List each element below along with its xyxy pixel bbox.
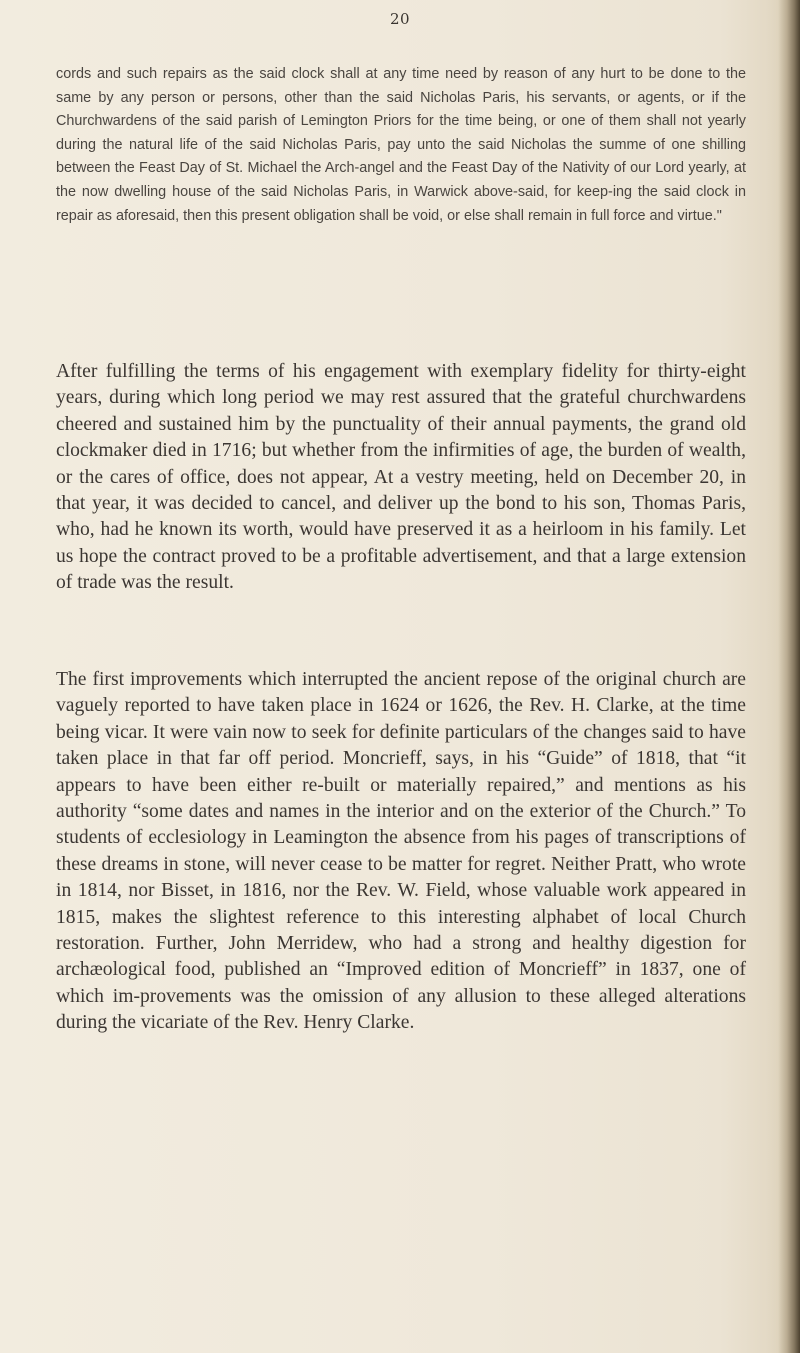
- paragraph-clockmaker: After fulfilling the terms of his engagement with exemplary fidelity for thirty-eight years, during which long period we may rest assured that the grateful churchwardens cheered and sustained him by the punctuality of their annual payments, the grand old clockmaker died in 1716; but whether from the infirmities of age, the burden of wealth, or the cares of office, does not appear, At a vestry meeting, held on December 20, in that year, it was decided to cancel, and deliver up the bond to his son, Thomas Paris, who, had he known its worth, would have preserved it as a heirloom in his family. Let us hope the contract proved to be a profitable advertisement, and that a large extension of trade was the result.: [56, 361, 746, 594]
- paragraph-church-improvements: The first improvements which interrupted the ancient repose of the original church are vaguely reported to have taken place in 1624 or 1626, the Rev. H. Clarke, at the time being vicar. It were vain now to seek for definite particulars of the changes said to have taken place in that far off period. Moncrieff, says, in his “Guide” of 1818, that “it appears to have been either re-built or materially repaired,” and mentions as his authority “some dates and names in the interior and on the exterior of the Church.” To students of ecclesiology in Leamington the absence from his pages of transcriptions of these dreams in stone, will never cease to be matter for regret. Neither Pratt, who wrote in 1814, nor Bisset, in 1816, nor the Rev. W. Field, whose valuable work appeared in 1815, makes the slightest reference to this interesting alphabet of local Church restoration. Further, John Merridew, who had a strong and healthy digestion for archæological food, published an “Improved edition of Moncrieff” in 1837, one of which im-provements was the omission of any allusion to these alleged alterations during the vicariate of the Rev. Henry Clarke.: [56, 669, 746, 1034]
- quoted-bond-text: cords and such repairs as the said clock shall at any time need by reason of any hurt to be done to the same by any person or persons, other than the said Nicholas Paris, his servants, or agents, or if the Churchwardens of the said parish of Lemington Priors for the time being, or one of them shall not yearly during the natural life of the said Nicholas Paris, pay unto the said Nicholas the summe of one shilling between the Feast Day of St. Michael the Arch-angel and the Feast Day of the Nativity of our Lord yearly, at the now dwelling house of the said Nicholas Paris, in Warwick above-said, for keep-ing the said clock in repair as aforesaid, then this present obligation shall be void, or else shall remain in full force and virtue.": [56, 66, 746, 224]
- page-edge-shadow: [778, 0, 800, 1353]
- page-number: 20: [389, 10, 411, 28]
